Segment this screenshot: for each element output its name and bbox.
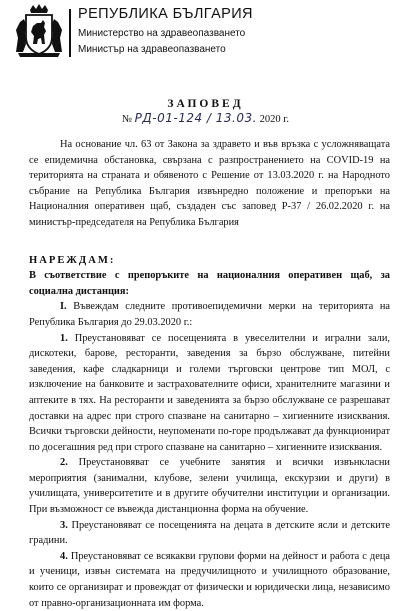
order-year: 2020 г. bbox=[259, 114, 289, 125]
coat-of-arms-icon bbox=[14, 4, 64, 58]
order-subheading: В съответствие с препоръките на националния оперативен щаб, за социална дистанция: bbox=[29, 270, 390, 297]
item-text: Преустановяват се всякакви групови форми на дейност и работа с деца и ученици, извън системата на предучилищното и училищното образование, които се организират и провеждат от физически и юридически лица, независимо от правно-организационната им форма. bbox=[29, 550, 390, 609]
header-divider bbox=[69, 9, 71, 57]
section-i bbox=[29, 299, 390, 330]
section-number: I. bbox=[60, 301, 67, 313]
intro-paragraph: На основание чл. 63 от Закона за здравето и във връзка с усложняващата се епидемична обстановка, свързана с разпространението на COVID-19 на територията на страната и обявеното с Решение от 13.03.2020 г. на Народното събрание на Република България извънредно положение и препоръки на Националния оперативен щаб, създаден със заповед Р-37 / 26.02.2020 г. на министър-председателя на Република България bbox=[29, 139, 390, 228]
number-sign: № bbox=[122, 114, 133, 125]
document-title: ЗАПОВЕД bbox=[167, 98, 244, 110]
item-number: 2. bbox=[60, 457, 68, 469]
minister-title: Министър на здравеопазването bbox=[78, 44, 226, 55]
list-item bbox=[29, 455, 390, 517]
letterhead bbox=[14, 4, 404, 60]
item-number: 3. bbox=[60, 519, 68, 531]
list-item bbox=[29, 549, 390, 611]
document-body bbox=[29, 137, 390, 611]
republic-title: РЕПУБЛИКА БЪЛГАРИЯ bbox=[78, 6, 253, 22]
item-number: 4. bbox=[60, 550, 68, 562]
order-number bbox=[0, 111, 411, 125]
section-text: Въвеждам следните противоепидемични мерки на територията на Република България до 29.03.2020 г.: bbox=[29, 301, 390, 328]
handwritten-number: РД-01-124 / 13.03. bbox=[134, 111, 257, 125]
item-text: Преустановяват се учебните занятия и всички извънкласни мероприятия (занимални, клубове, зелени училища, екскурзии и други) в училищата, университетите и в другите обучителни институции и организации. При възможност се въвежда дистанционна форма на обучение. bbox=[29, 457, 390, 516]
order-heading: НАРЕЖДАМ: bbox=[29, 254, 116, 266]
item-text: Преустановяват се посещенията на децата в детските ясли и детските градини. bbox=[29, 519, 390, 547]
ministry-name: Министерство на здравеопазването bbox=[78, 28, 246, 39]
list-item bbox=[29, 518, 390, 549]
item-number: 1. bbox=[60, 332, 68, 344]
item-text: Преустановяват се посещенията в увеселителни и игрални зали, дискотеки, барове, ресторанти, заведения за бързо обслужване, питейни заведения, кафе сладкарници и големи търговски центрове тип МОЛ, с изключение на банковите и застрахователните офиси, хранителните магазини и аптеките в тях. На ресторанти и заведенията за бързо обслужване се разрешават доставки на адрес при строго спазване на санитарно – хигиенните изисквания. Всички търговски дейности, неупоменати по-горе продължават да функционират по досегашния ред при строго спазване на санитарно – хигиенните изисквания. bbox=[29, 332, 390, 453]
list-item bbox=[29, 331, 390, 456]
